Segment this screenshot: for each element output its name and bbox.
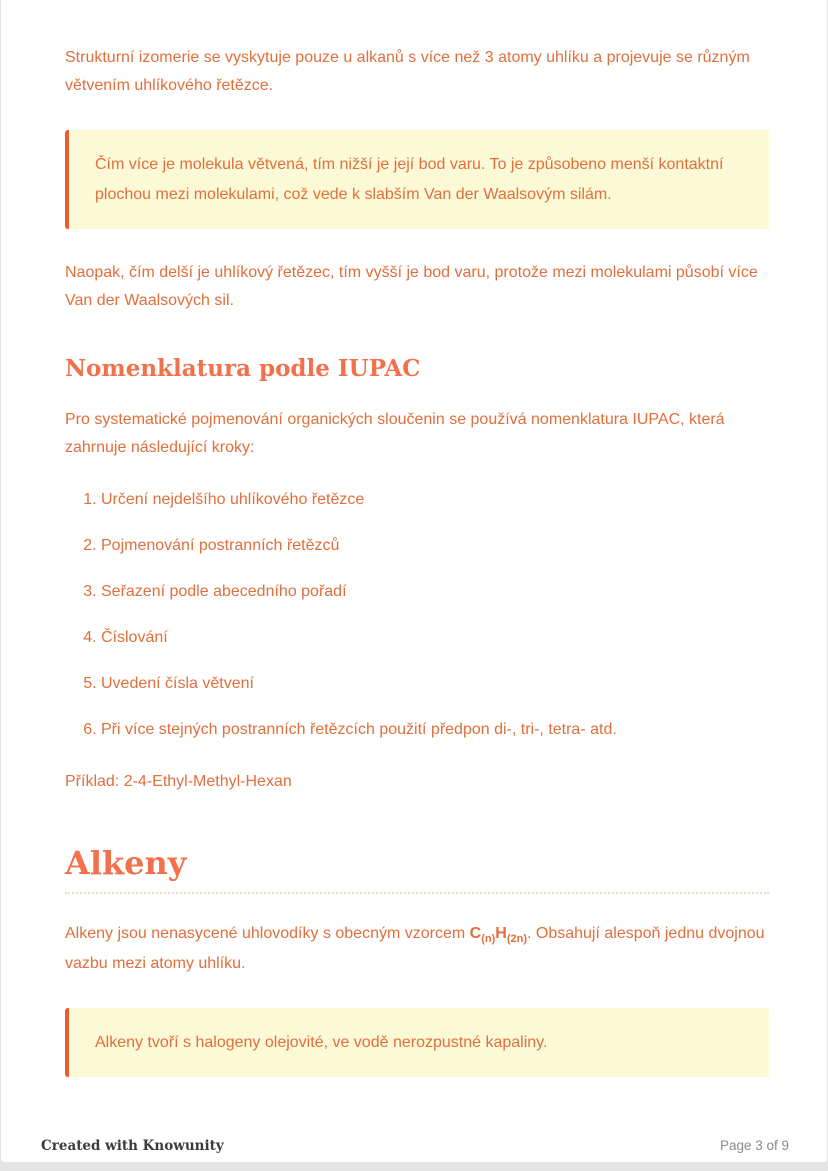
heading-iupac-nomenclature: Nomenklatura podle IUPAC — [65, 355, 421, 383]
callout-branching-text: Čím více je molekula větvená, tím nižší je její bod varu. To je způsobeno menší kontaktní plochou mezi molekulami, což vede k slabším Van der Waalsovým silám. — [95, 156, 724, 203]
formula-hydrogen: H — [495, 925, 507, 943]
footer-brand: Created with Knowunity — [41, 1138, 224, 1154]
paragraph-structural-isomerism: Strukturní izomerie se vyskytuje pouze u alkanů s více než 3 atomy uhlíku a projevuje se různým větvením uhlíkového řetězce. — [65, 49, 750, 94]
alkeny-intro-pre: Alkeny jsou nenasycené uhlovodíky s obecným vzorcem — [65, 925, 470, 943]
paragraph-iupac-intro: Pro systematické pojmenování organických sloučenin se používá nomenklatura IUPAC, která zahrnuje následující kroky: — [65, 411, 725, 457]
list-item: 6. Při více stejných postranních řetězcích použití předpon di-, tri-, tetra- atd. — [101, 718, 769, 742]
list-item: 4. Číslování — [101, 626, 769, 650]
list-item: 3. Seřazení podle abecedního pořadí — [101, 580, 769, 604]
formula-carbon: C — [469, 925, 482, 943]
page-content — [1, 0, 827, 1077]
callout-alkeny-halogens — [65, 1008, 769, 1078]
formula-carbon-subscript: (n) — [481, 933, 496, 946]
iupac-steps-list — [65, 488, 769, 742]
heading-alkeny: Alkeny — [65, 844, 187, 883]
callout-branching-boiling-point — [65, 130, 769, 229]
list-item: 1. Určení nejdelšího uhlíkového řetězce — [101, 488, 769, 512]
callout-alkeny-text: Alkeny tvoří s halogeny olejovité, ve vodě nerozpustné kapaliny. — [95, 1033, 548, 1051]
paragraph-example: Příklad: 2-4-Ethyl-Methyl-Hexan — [65, 773, 292, 791]
list-item: 5. Uvedení čísla větvení — [101, 672, 769, 696]
paragraph-chain-length: Naopak, čím delší je uhlíkový řetězec, tím vyšší je bod varu, protože mezi molekulami působí více Van der Waalsových sil. — [65, 264, 758, 310]
chemical-formula — [469, 925, 527, 946]
alkeny-intro-post: . Obsahují alespoň jednu dvojnou vazbu mezi atomy uhlíku. — [65, 925, 765, 972]
list-item: 2. Pojmenování postranních řetězců — [101, 534, 769, 558]
page-number-indicator: Page 3 of 9 — [719, 1138, 789, 1153]
dotted-divider — [65, 892, 769, 894]
paragraph-alkeny-intro — [65, 920, 769, 977]
formula-hydrogen-subscript: (2n) — [506, 933, 527, 946]
page-footer — [1, 1138, 827, 1154]
document-page — [1, 0, 827, 1162]
